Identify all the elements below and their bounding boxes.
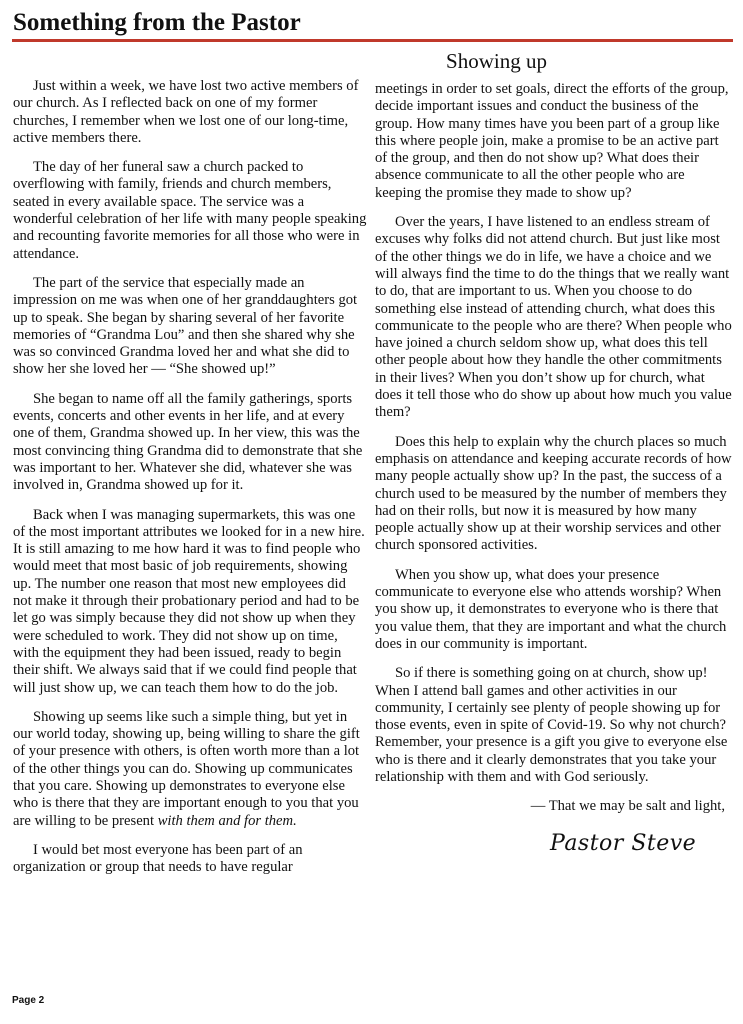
paragraph: Over the years, I have listened to an endless stream of excuses why folks did not attend church. But just like most of the other things we do in life, we have a choice and we will always find the time to do the things that we really want to do, that are important to us. When you choose to do something else instead of attending church, what does this communicate to the people who are there? When people who have joined a church seldom show up, what does this tell other people about how they handle the other commitments in their lives? When you don’t show up for church, what does it tell those who do show up about how much you value them?	[375, 214, 732, 421]
right-column	[375, 81, 733, 858]
page-number: Page 2	[12, 995, 45, 1006]
header-divider	[12, 39, 733, 42]
paragraph-continued: meetings in order to set goals, direct the efforts of the group, decide important issues and conduct the business of the group. How many times have you been part of a group like this where people join, make a promise to be an active part of the group, and then do not show up? What does their absence communicate to all the other people who are keeping the promise they made to show up?	[375, 81, 729, 201]
paragraph: She began to name off all the family gatherings, sports events, concerts and other events in her life, and at every one of them, Grandma showed up. In her view, this was the most convincing thing Grandma did to demonstrate that she was important to her. Whatever she did, whatever she was involved in, Grandma showed up for it.	[13, 390, 363, 494]
paragraph-text: Showing up seems like such a simple thing, but yet in our world today, showing up, being willing to share the gift of your presence with others, is often worth more than a lot of the other things you can do. Showing up communicates that you care. Showing up demonstrates to everyone else who is there that they are important enough to you that you are willing to be present	[13, 708, 360, 829]
paragraph: I would bet most everyone has been part of an organization or group that needs to have regular	[13, 841, 303, 876]
paragraph: So if there is something going on at church, show up! When I attend ball games and other activities in our community, I certainly see plenty of people showing up for those events, even in spite of Covid-19. So why not church? Remember, your presence is a gift you give to everyone else who is there and it clearly demonstrates that you take your relationship with them and with God seriously.	[375, 665, 728, 785]
paragraph: The part of the service that especially made an impression on me was when one of her granddaughters got up to speak. She began by sharing several of her favorite memories of “Grandma Lou” and then she shared why she was so convinced Grandma loved her and what she did to show her she loved her — “She showed up!”	[13, 274, 358, 378]
paragraph: The day of her funeral saw a church packed to overflowing with family, friends and church members, seated in every available space. The service was a wonderful celebration of her life with many people speaking and recounting favorite memories for all those who were in attendance.	[13, 159, 367, 262]
paragraph: Back when I was managing supermarkets, this was one of the most important attributes we looked for in a new hire. It is still amazing to me how hard it was to find people who would meet that most basic of job requirements, showing up. The number one reason that most new employees did not make it through their probationary period and had to be let go was simply because they did not show up when they were scheduled to work. They did not show up on time, with the equipment they had been issued, ready to begin their shift. We always said that if we could find people that will just show up, we can teach them how to do the job.	[13, 506, 365, 696]
article-title: Showing up	[446, 49, 547, 73]
paragraph: Just within a week, we have lost two active members of our church. As I reflected back on one of my former churches, I remember when we lost one of our long-time, active members there.	[13, 78, 359, 146]
emphasis-text: with them and for them.	[157, 812, 297, 829]
paragraph: When you show up, what does your presence communicate to everyone else who attends worship? When you show up, it demonstrates to everyone who is there that you value them, that they are important and what the church does in our community is important.	[375, 566, 727, 652]
signoff-line: — That we may be salt and light,	[530, 798, 725, 815]
paragraph: Does this help to explain why the church places so much emphasis on attendance and keeping accurate records of how many people actually show up? In the past, the success of a church used to be measured by the number of members they had on their rolls, but now it is measured by how many people actually show up at their worship services and other church sponsored activities.	[375, 433, 732, 554]
paragraph	[13, 709, 367, 830]
section-header-title: Something from the Pastor	[13, 9, 301, 36]
left-column	[13, 78, 367, 888]
signature: Pastor Steve	[550, 830, 697, 856]
